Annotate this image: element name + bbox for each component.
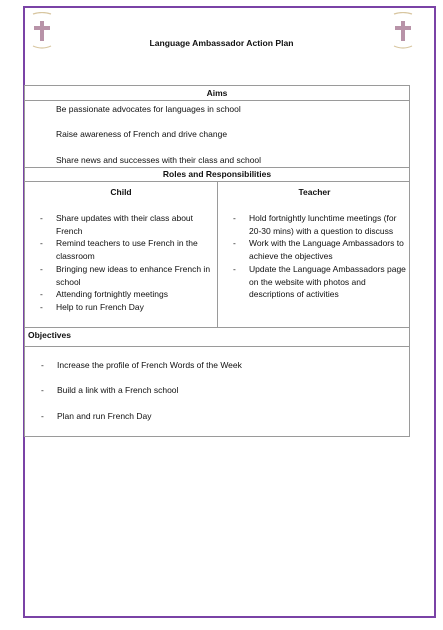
roles-heading: Roles and Responsibilities	[162, 169, 272, 179]
list-item: - Hold fortnightly lunchtime meetings (for 20-30 mins) with a question to discuss	[233, 212, 409, 237]
objective-text: Plan and run French Day	[57, 411, 152, 421]
aim-item: Share news and successes with their class and school	[56, 155, 262, 165]
list-item: - Bringing new ideas to enhance French in school	[40, 263, 220, 288]
objective-text: Increase the profile of French Words of the Week	[57, 360, 242, 370]
objectives-heading: Objectives	[28, 330, 71, 340]
objective-item	[41, 360, 242, 370]
objective-item	[41, 411, 152, 421]
dash-marker: -	[41, 360, 44, 370]
action-plan-table	[24, 85, 410, 437]
list-item: - Share updates with their class about French	[40, 212, 220, 237]
child-responsibilities-list	[40, 212, 220, 314]
list-item: - Help to run French Day	[40, 301, 220, 314]
divider	[25, 346, 409, 347]
child-heading: Child	[110, 187, 132, 197]
aim-item: Raise awareness of French and drive change	[56, 129, 228, 139]
aim-item: Be passionate advocates for languages in school	[56, 104, 241, 114]
list-item: - Work with the Language Ambassadors to achieve the objectives	[233, 237, 409, 262]
teacher-responsibilities-list	[233, 212, 409, 301]
document-title: Language Ambassador Action Plan	[149, 38, 294, 48]
teacher-heading: Teacher	[298, 187, 331, 197]
list-item: - Remind teachers to use French in the classroom	[40, 237, 220, 262]
aims-heading: Aims	[206, 88, 228, 98]
objective-item	[41, 385, 178, 395]
list-item: - Update the Language Ambassadors page on the website with photos and descriptions of activities	[233, 263, 409, 301]
divider	[25, 327, 409, 328]
divider	[25, 167, 409, 168]
dash-marker: -	[41, 385, 44, 395]
dash-marker: -	[41, 411, 44, 421]
objective-text: Build a link with a French school	[57, 385, 179, 395]
divider	[25, 100, 409, 101]
list-item: - Attending fortnightly meetings	[40, 288, 220, 301]
